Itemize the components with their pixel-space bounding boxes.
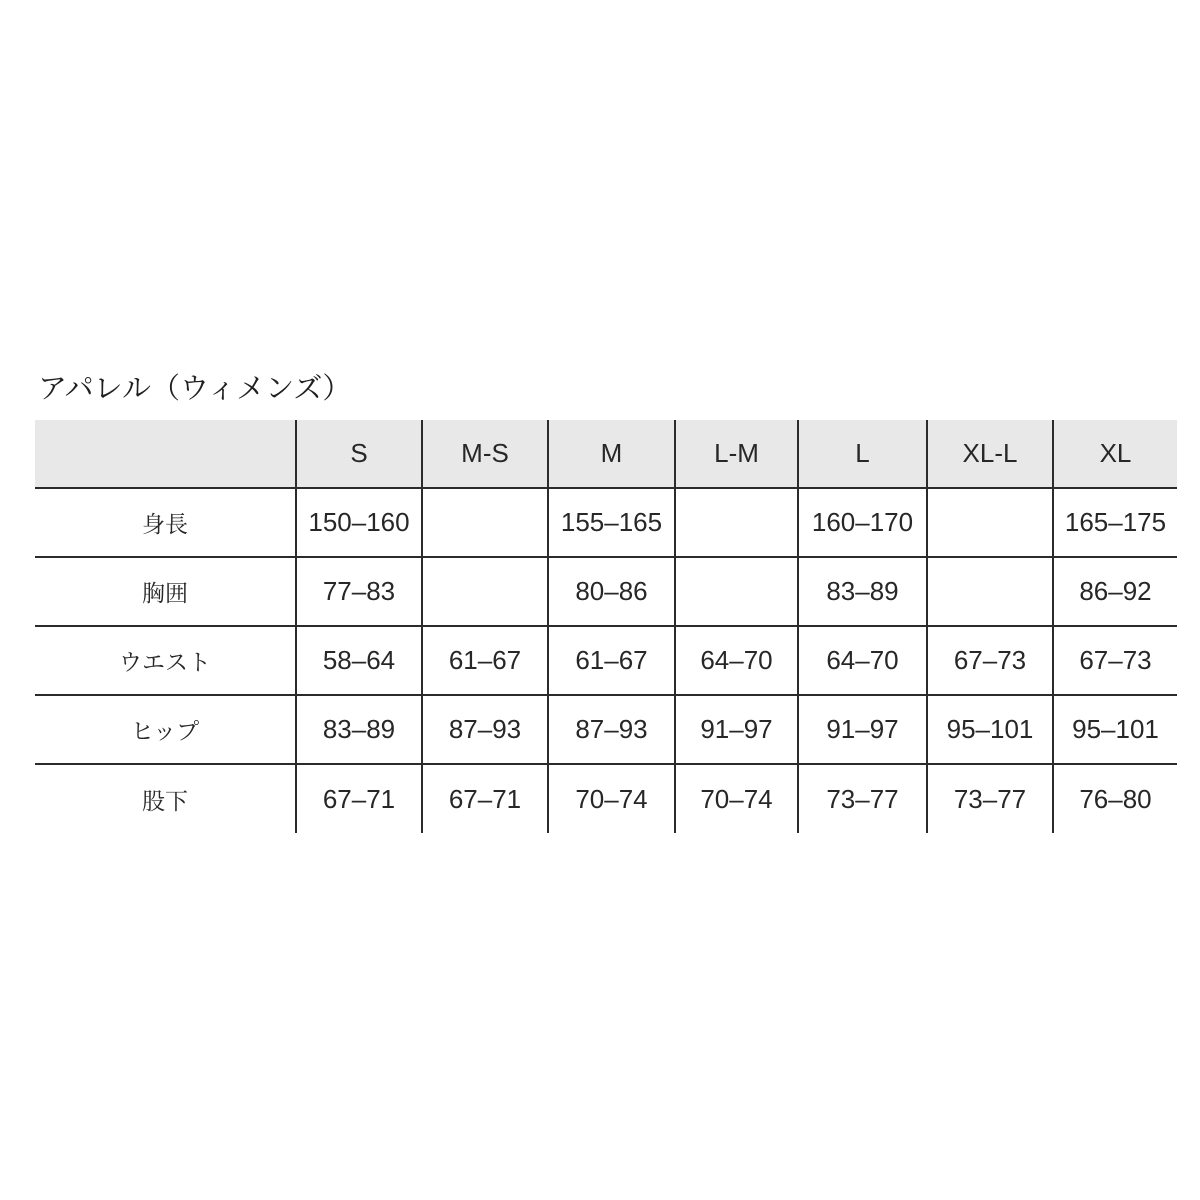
size-cell: 70–74	[675, 764, 798, 833]
size-cell: 73–77	[927, 764, 1053, 833]
size-cell: 61–67	[422, 626, 548, 695]
size-cell	[675, 557, 798, 626]
row-label: ウエスト	[35, 626, 296, 695]
size-cell: 87–93	[422, 695, 548, 764]
row-label: 胸囲	[35, 557, 296, 626]
table-row	[35, 764, 1177, 833]
column-header-l: L	[798, 420, 927, 488]
size-cell: 155–165	[548, 488, 675, 557]
size-cell: 67–71	[296, 764, 422, 833]
size-cell: 83–89	[798, 557, 927, 626]
size-cell: 64–70	[675, 626, 798, 695]
size-cell: 87–93	[548, 695, 675, 764]
row-label: 股下	[35, 764, 296, 833]
size-cell: 76–80	[1053, 764, 1177, 833]
size-chart-table	[35, 420, 1177, 833]
size-cell	[927, 488, 1053, 557]
column-header-xl-l: XL-L	[927, 420, 1053, 488]
corner-cell	[35, 420, 296, 488]
size-cell: 150–160	[296, 488, 422, 557]
size-cell	[675, 488, 798, 557]
size-cell: 64–70	[798, 626, 927, 695]
size-cell	[422, 557, 548, 626]
column-header-xl: XL	[1053, 420, 1177, 488]
table-row	[35, 626, 1177, 695]
size-cell: 91–97	[675, 695, 798, 764]
size-cell	[422, 488, 548, 557]
column-header-m: M	[548, 420, 675, 488]
size-cell: 165–175	[1053, 488, 1177, 557]
page-title: アパレル（ウィメンズ）	[38, 373, 352, 405]
header-row	[35, 420, 1177, 488]
size-cell: 95–101	[927, 695, 1053, 764]
size-cell: 67–71	[422, 764, 548, 833]
column-header-s: S	[296, 420, 422, 488]
size-cell	[927, 557, 1053, 626]
size-cell: 67–73	[1053, 626, 1177, 695]
column-header-l-m: L-M	[675, 420, 798, 488]
row-label: 身長	[35, 488, 296, 557]
table-row	[35, 488, 1177, 557]
size-cell: 91–97	[798, 695, 927, 764]
table-row	[35, 695, 1177, 764]
size-cell: 80–86	[548, 557, 675, 626]
size-cell: 67–73	[927, 626, 1053, 695]
size-cell: 83–89	[296, 695, 422, 764]
table-row	[35, 557, 1177, 626]
size-cell: 73–77	[798, 764, 927, 833]
column-header-m-s: M-S	[422, 420, 548, 488]
size-cell: 61–67	[548, 626, 675, 695]
size-cell: 95–101	[1053, 695, 1177, 764]
size-cell: 86–92	[1053, 557, 1177, 626]
size-cell: 77–83	[296, 557, 422, 626]
size-cell: 70–74	[548, 764, 675, 833]
size-cell: 160–170	[798, 488, 927, 557]
row-label: ヒップ	[35, 695, 296, 764]
size-cell: 58–64	[296, 626, 422, 695]
